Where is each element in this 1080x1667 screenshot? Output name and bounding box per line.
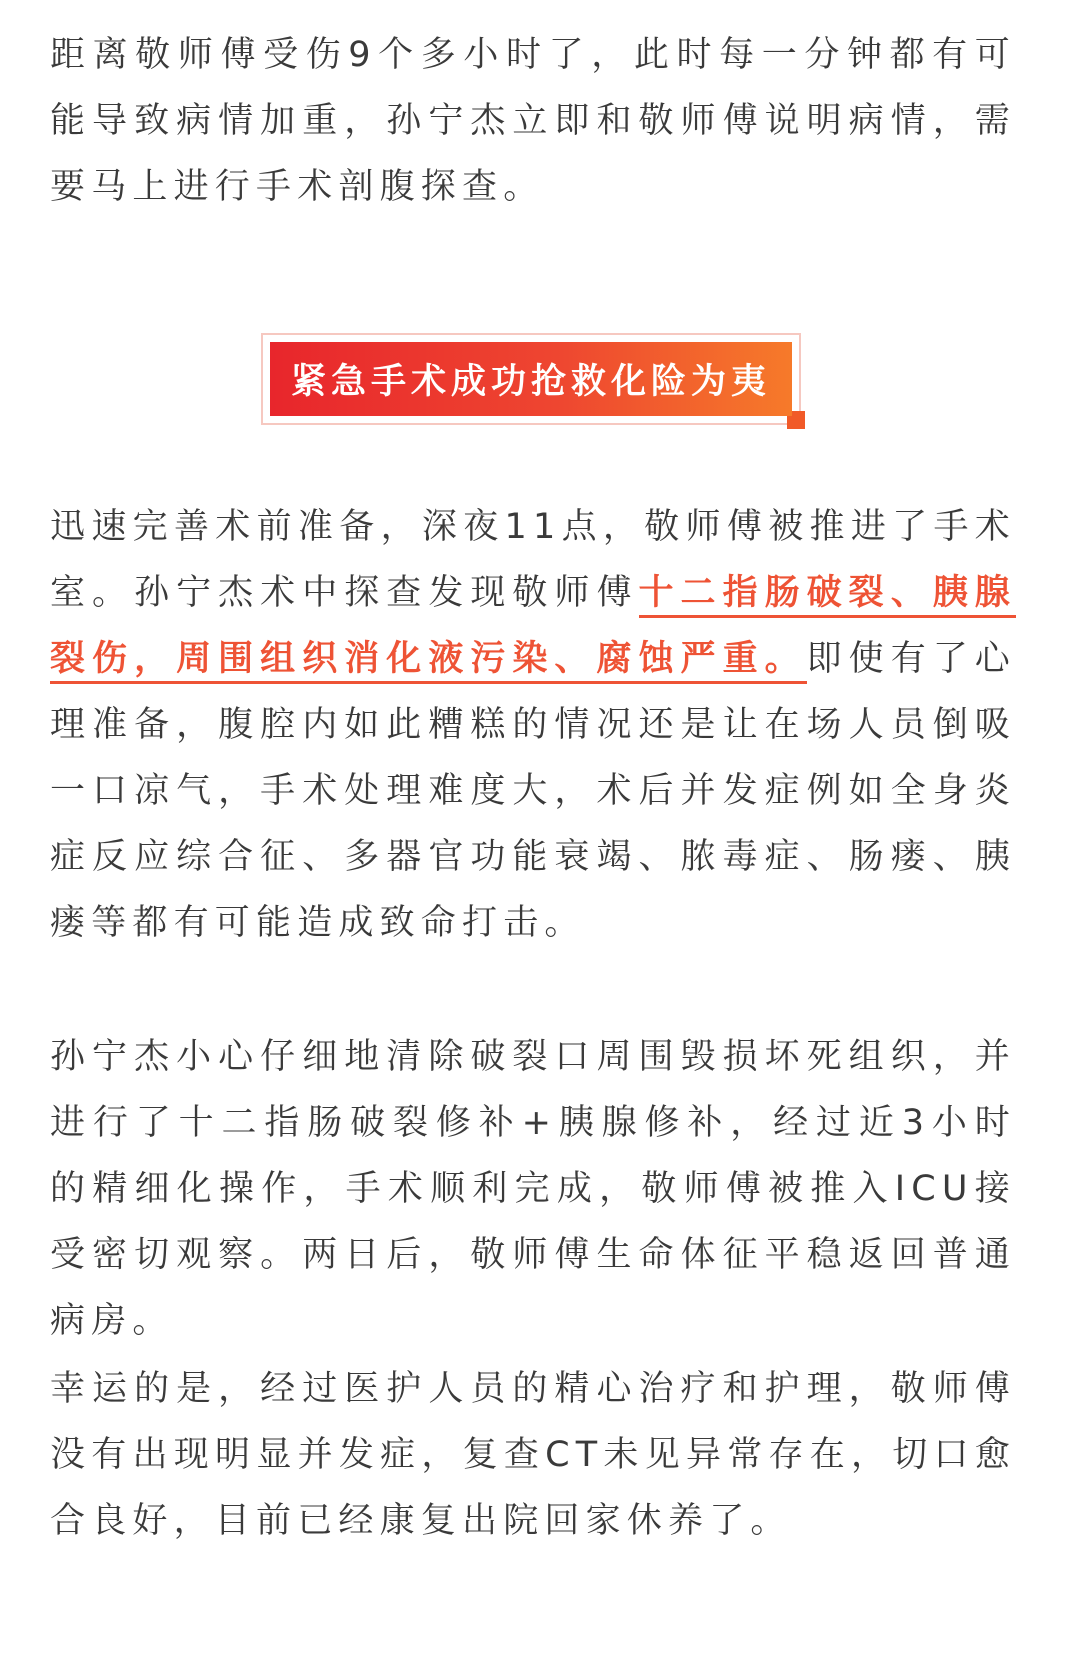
paragraph-recovery: 幸运的是，经过医护人员的精心治疗和护理，敬师傅没有出现明显并发症，复查CT未见异常存在，切口愈合良好，目前已经康复出院回家休养了。 — [50, 1369, 1016, 1541]
paragraph-operation: 孙宁杰小心仔细地清除破裂口周围毁损坏死组织，并进行了十二指肠破裂修补+胰腺修补，经过近3小时的精细化操作，手术顺利完成，敬师傅被推入ICU接受密切观察。两日后，敬师傅生命体征平稳返回普通病房。 — [50, 1037, 1016, 1341]
highlighted-diagnosis: 十二指肠破裂、胰腺裂伤，周围组织消化液污染、腐蚀严重。 — [50, 573, 1016, 684]
paragraph-intro: 距离敬师傅受伤9个多小时了，此时每一分钟都有可能导致病情加重，孙宁杰立即和敬师傅说明病情，需要马上进行手术剖腹探查。 — [50, 35, 1016, 207]
section-heading: 紧急手术成功抢救化险为夷 — [290, 362, 771, 402]
paragraph-surgery-end: 即使有了心理准备，腹腔内如此糟糕的情况还是让在场人员倒吸一口凉气，手术处理难度大，术后并发症例如全身炎症反应综合征、多器官功能衰竭、脓毒症、肠瘘、胰瘘等都有可能造成致命打击。 — [50, 639, 1016, 943]
section-heading-banner — [261, 333, 805, 429]
paragraph-surgery-start: 迅速完善术前准备，深夜11点，敬师傅被推进了手术室。孙宁杰术中探查发现敬师傅 — [50, 507, 1016, 613]
banner-fill — [270, 342, 792, 416]
paragraph-surgery — [50, 494, 1016, 956]
